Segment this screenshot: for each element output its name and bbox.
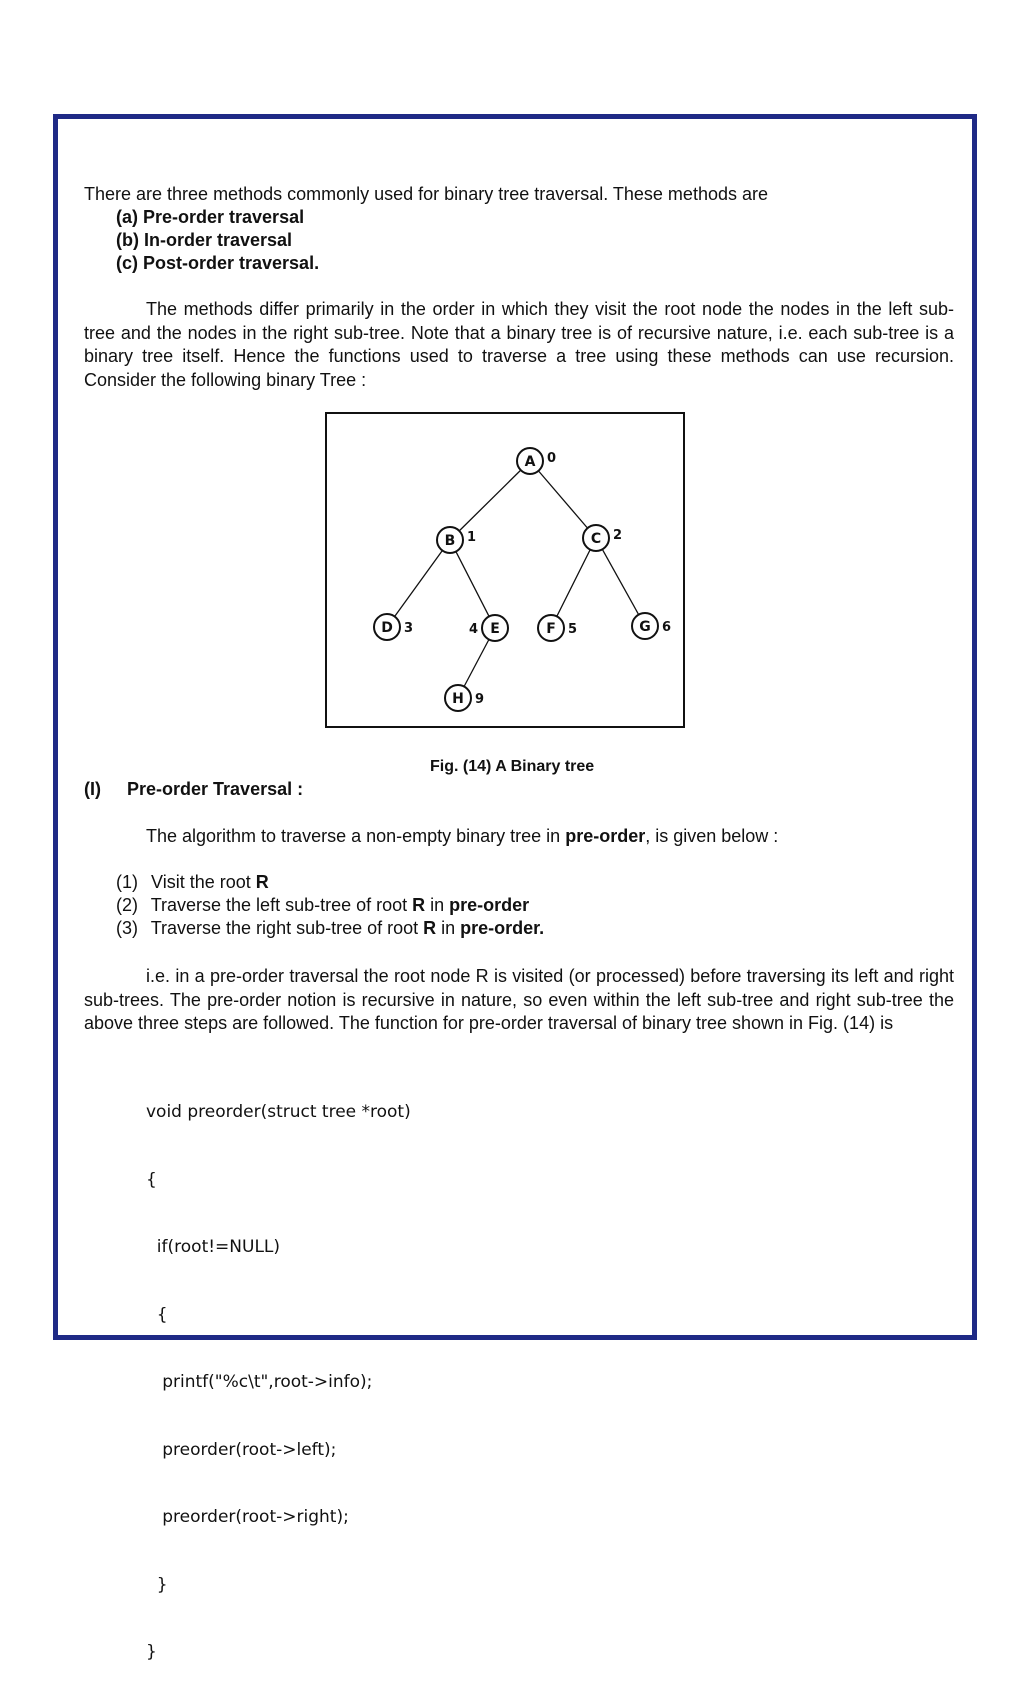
step-item bbox=[116, 871, 544, 894]
step-text: Traverse the left sub-tree of root bbox=[150, 895, 413, 915]
step-number: (2) bbox=[116, 895, 138, 915]
algorithm-intro-post: , is given below : bbox=[645, 826, 779, 846]
step-text: Visit the root bbox=[151, 872, 256, 892]
tree-edge-e-h bbox=[464, 639, 489, 686]
method-c: (c) Post-order traversal. bbox=[116, 253, 320, 273]
code-line: { bbox=[146, 1169, 157, 1190]
section-heading bbox=[84, 779, 303, 800]
code-line: } bbox=[146, 1642, 157, 1662]
step-text-mid: in bbox=[436, 918, 461, 938]
tree-node-index: 0 bbox=[547, 451, 557, 466]
step-bold-order: pre-order. bbox=[460, 918, 545, 938]
tree-figure bbox=[325, 412, 685, 728]
paragraph-methods: The methods differ primarily in the order in which they visit the root node the nodes in the left sub-tree and the nodes in the right sub-tree. Note that a binary tree is of recursive nature, i.e. each sub-tree is a binary tree itself. Hence the functions used to traverse a tree using these methods can use recursion. Consider the following binary Tree : bbox=[84, 299, 954, 390]
tree-node-label: A bbox=[524, 454, 536, 470]
algorithm-intro-pre: The algorithm to traverse a non-empty binary tree in bbox=[146, 826, 566, 846]
step-number: (3) bbox=[116, 918, 138, 938]
code-line: printf("%c\t",root->info); bbox=[146, 1372, 373, 1392]
algorithm-intro-bold: pre-order bbox=[565, 826, 646, 846]
figure-caption: Fig. (14) A Binary tree bbox=[430, 758, 595, 775]
step-number: (1) bbox=[116, 872, 138, 892]
code-block bbox=[146, 1056, 411, 1686]
step-bold-root: R bbox=[423, 918, 437, 938]
step-bold-order: pre-order bbox=[449, 895, 530, 915]
code-line: preorder(root->left); bbox=[146, 1439, 337, 1460]
tree-node-index: 4 bbox=[468, 622, 478, 637]
tree-node-index: 6 bbox=[662, 620, 672, 635]
tree-node-index: 9 bbox=[475, 692, 485, 707]
step-item bbox=[116, 917, 544, 940]
method-b: (b) In-order traversal bbox=[116, 230, 293, 250]
section-title: Pre-order Traversal : bbox=[127, 779, 304, 799]
method-a: (a) Pre-order traversal bbox=[116, 207, 305, 227]
algorithm-intro bbox=[146, 825, 778, 848]
algorithm-steps bbox=[116, 871, 544, 940]
section-number: (I) bbox=[84, 779, 101, 799]
tree-node-index: 5 bbox=[568, 622, 578, 637]
tree-node-label: B bbox=[444, 533, 456, 549]
binary-tree-diagram bbox=[327, 414, 683, 726]
tree-node-label: C bbox=[590, 531, 602, 547]
tree-edge-c-f bbox=[557, 550, 590, 617]
tree-node-label: H bbox=[452, 691, 464, 707]
code-line: preorder(root->right); bbox=[146, 1507, 349, 1527]
tree-edge-a-b bbox=[459, 470, 521, 531]
code-line: } bbox=[146, 1574, 168, 1595]
code-line: { bbox=[146, 1304, 168, 1325]
tree-node-index: 2 bbox=[613, 528, 623, 543]
tree-edge-b-d bbox=[395, 551, 443, 617]
tree-node-label: D bbox=[381, 620, 393, 636]
intro-block bbox=[84, 183, 954, 275]
tree-edge-c-g bbox=[602, 549, 638, 614]
intro-line: There are three methods commonly used for binary tree traversal. These methods are bbox=[84, 184, 768, 204]
paragraph-preorder: i.e. in a pre-order traversal the root node R is visited (or processed) before traversing its left and right sub-trees. The pre-order notion is recursive in nature, so even within the left sub-tree and right sub-tree the above three steps are followed. The function for pre-order traversal of binary tree shown in Fig. (14) is bbox=[84, 966, 954, 1033]
step-text-mid: in bbox=[425, 895, 450, 915]
tree-edge-a-c bbox=[538, 471, 587, 528]
step-text: Traverse the right sub-tree of root bbox=[150, 918, 424, 938]
code-line: void preorder(struct tree *root) bbox=[146, 1102, 411, 1122]
tree-node-index: 3 bbox=[404, 621, 414, 636]
tree-node-index: 1 bbox=[467, 530, 477, 545]
code-line: if(root!=NULL) bbox=[146, 1237, 281, 1257]
tree-node-label: F bbox=[546, 621, 556, 637]
step-bold-root: R bbox=[255, 872, 269, 892]
step-item bbox=[116, 894, 544, 917]
tree-edge-b-e bbox=[456, 552, 489, 617]
step-bold-root: R bbox=[412, 895, 426, 915]
tree-node-label: E bbox=[490, 621, 500, 637]
tree-node-label: G bbox=[639, 619, 651, 635]
